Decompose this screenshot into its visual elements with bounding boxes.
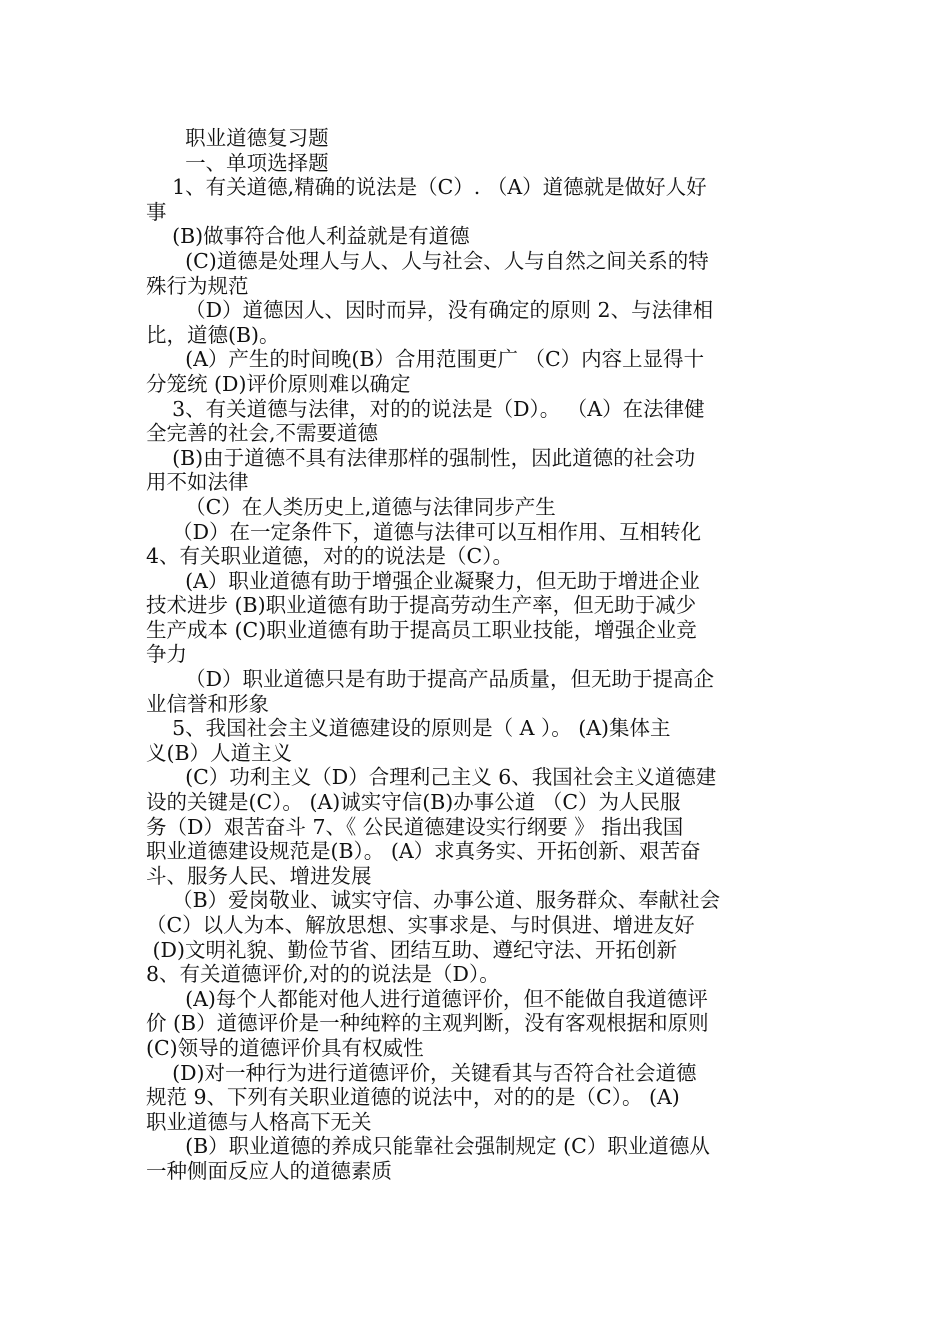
text-line: （D）在一定条件下，道德与法律可以互相作用、互相转化 <box>146 519 701 544</box>
text-line: 1、有关道德,精确的说法是（C）. （A）道德就是做好人好 <box>146 175 707 200</box>
document-page <box>146 126 816 1184</box>
text-line: (D)文明礼貌、勤俭节省、团结互助、遵纪守法、开拓创新 <box>146 937 677 962</box>
text-line: 全完善的社会,不需要道德 <box>146 421 379 446</box>
text-line: (C)道德是处理人与人、人与社会、人与自然之间关系的特 <box>146 248 709 273</box>
text-line: （D）职业道德只是有助于提高产品质量，但无助于提高企 <box>146 667 715 692</box>
text-line: （B）爱岗敬业、诚实守信、办事公道、服务群众、奉献社会 <box>146 888 721 913</box>
text-line: (B）职业道德的养成只能靠社会强制规定 (C）职业道德从 <box>146 1134 710 1159</box>
text-line: 4、有关职业道德，对的的说法是（C）。 <box>146 544 513 569</box>
text-line: 职业道德复习题 <box>146 126 329 150</box>
text-line: (A）职业道德有助于增强企业凝聚力，但无助于增进企业 <box>146 568 700 593</box>
text-line: 一种侧面反应人的道德素质 <box>146 1158 392 1183</box>
text-line: 职业道德建设规范是(B）。 (A）求真务实、开拓创新、艰苦奋 <box>146 839 701 864</box>
text-line: 技术进步 (B)职业道德有助于提高劳动生产率，但无助于减少 <box>146 593 697 618</box>
text-line: 用不如法律 <box>146 470 249 495</box>
text-line: （C）以人为本、解放思想、实事求是、与时俱进、增进友好 <box>146 913 695 937</box>
text-line: 一、单项选择题 <box>146 150 329 175</box>
text-line: 规范 9、下列有关职业道德的说法中，对的的是（C）。 (A) <box>146 1085 680 1110</box>
text-line: 比，道德(B)。 <box>146 322 280 347</box>
text-line: (C）功利主义（D）合理利己主义 6、我国社会主义道德建 <box>146 765 717 790</box>
text-line: (A)每个人都能对他人进行道德评价，但不能做自我道德评 <box>146 986 708 1011</box>
text-line: (B)做事符合他人利益就是有道德 <box>146 224 470 249</box>
text-line: 5、我国社会主义道德建设的原则是（ A ）。 (A)集体主 <box>146 716 671 741</box>
text-line: 生产成本 (C)职业道德有助于提高员工职业技能，增强企业竞 <box>146 617 697 642</box>
text-line: 争力 <box>146 642 187 667</box>
text-line: (B)由于道德不具有法律那样的强制性，因此道德的社会功 <box>146 445 696 470</box>
text-line: 分笼统 (D)评价原则难以确定 <box>146 371 411 396</box>
text-line: （C）在人类历史上,道德与法律同步产生 <box>146 494 556 519</box>
text-line: 事 <box>146 199 167 224</box>
text-line: (A）产生的时间晚(B）合用范围更广 （C）内容上显得十 <box>146 347 705 372</box>
text-line: 职业道德与人格高下无关 <box>146 1109 372 1134</box>
text-line: 务（D）艰苦奋斗 7、《 公民道德建设实行纲要 》 指出我国 <box>146 814 684 839</box>
text-line: 业信誉和形象 <box>146 691 269 716</box>
text-line: 殊行为规范 <box>146 273 249 298</box>
text-line: 3、有关道德与法律，对的的说法是（D）。 （A）在法律健 <box>146 396 705 421</box>
text-line: (C)领导的道德评价具有权威性 <box>146 1035 424 1060</box>
text-line: 8、有关道德评价,对的的说法是（D）。 <box>146 962 500 987</box>
text-line: 设的关键是(C）。 (A)诚实守信(B)办事公道 （C）为人民服 <box>146 790 681 815</box>
text-line: （D）道德因人、因时而异，没有确定的原则 2、与法律相 <box>146 298 714 323</box>
text-line: 义(B）人道主义 <box>146 740 293 765</box>
text-line: (D)对一种行为进行道德评价，关键看其与否符合社会道德 <box>146 1060 697 1085</box>
text-line: 价 (B）道德评价是一种纯粹的主观判断，没有客观根据和原则 <box>146 1011 709 1036</box>
text-line: 斗、服务人民、增进发展 <box>146 863 372 888</box>
